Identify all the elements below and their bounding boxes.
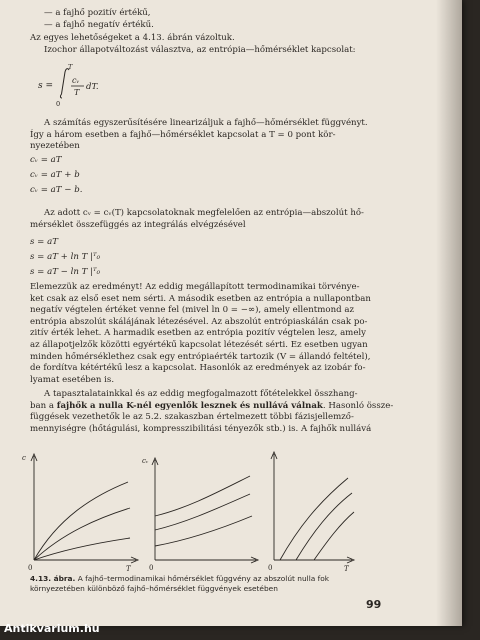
figure-caption: [30, 574, 360, 594]
equation: s = aT: [30, 237, 58, 247]
caption-text: környezetében különböző fajhő–hőmérséklet függvények esetében: [30, 584, 278, 593]
integral-sign: [60, 69, 69, 98]
equation: s = aT − ln T |ᵀ₀: [30, 267, 101, 277]
figure-4-13: [18, 448, 358, 573]
text-line: nyezetében: [30, 141, 80, 152]
text-line: lyamat esetében is.: [30, 374, 115, 385]
text-line: Így a három esetben a fajhő—hőmérséklet kapcsolat a T = 0 pont kör-: [30, 129, 336, 140]
top-list: [30, 8, 440, 31]
origin-label: 0: [268, 564, 273, 572]
x-axis-label: T: [344, 565, 349, 573]
paragraph-linearize: [30, 118, 440, 153]
integral-lhs: s =: [38, 81, 54, 91]
text-line: A számítás egyszerűsítésére linearizáljuk a fajhő—hőmérséklet függvényt.: [44, 118, 368, 128]
origin-label: 0: [28, 564, 33, 572]
graph-negative-cv: [268, 452, 354, 573]
text-line: entrópia abszolút skálájának létezésével. Az abszolút entrópiaskálán csak po-: [30, 316, 368, 327]
graph-positive-cv: [22, 454, 138, 573]
y-axis-label: c: [22, 454, 26, 462]
text-fragment: . Hasonló össze-: [322, 400, 394, 411]
paragraph-conclusion: [30, 389, 440, 435]
curve: [155, 476, 250, 516]
bold-statement: fajhők a nulla K-nél egyenlők lesznek és nullává válnak: [56, 400, 323, 411]
text-line: mérséklet összefüggés az integrálás elvégzésével: [30, 219, 246, 230]
curve: [34, 538, 130, 560]
integral-equation: [38, 60, 158, 108]
text-line: negatív végtelen értéket venne fel (mivel ln 0 = −∞), amely ellentmond az: [30, 305, 354, 316]
equations-s: [30, 235, 440, 280]
intro-paragraph: [30, 33, 440, 56]
x-axis-label: T: [126, 565, 131, 573]
text-line: de fordítva kétértékű lesz a kapcsolat. Hasonlók az eredmények az izobár fo-: [30, 363, 366, 374]
text-line: függések vezethetők le az 5.2. szakaszban értelmezett többi fázisjellemző-: [30, 412, 354, 423]
watermark-logo: Antikvarium.hu: [4, 622, 100, 635]
curve: [314, 512, 354, 560]
text-line: az állapotjelzők közötti egyértékű kapcsolat létezését sérti. Ez esetben ugyan: [30, 339, 368, 350]
caption-text: A fajhő–termodinamikai hőmérséklet függvény az abszolút nulla fok: [75, 574, 330, 583]
curve: [280, 478, 348, 560]
graph-shifted-cv: [142, 457, 258, 572]
list-line: — a fajhő pozitív értékű,: [44, 8, 151, 18]
text-line: Az egyes lehetőségeket a 4.13. ábrán vázoltuk.: [30, 33, 235, 43]
page-number: 99: [366, 598, 382, 611]
text-line: Izochor állapotváltozást választva, az entrópia—hőmérséklet kapcsolat:: [44, 44, 356, 55]
text-line: ket csak az első eset nem sérti. A második esetben az entrópia a nullapontban: [30, 293, 371, 304]
equation: cᵥ = aT − b.: [30, 185, 83, 195]
text-line: Elemezzük az eredményt! Az eddig megállapított termodinamikai törvénye-: [30, 282, 360, 292]
origin-label: 0: [149, 564, 154, 572]
integral-numerator: cᵥ: [72, 76, 80, 85]
list-line: — a fajhő negatív értékű.: [44, 19, 154, 30]
integral-upper: T: [68, 63, 73, 71]
text-line: Az adott cᵥ = cᵥ(T) kapcsolatoknak megfelelően az entrópia—abszolút hő-: [44, 208, 364, 218]
curve: [296, 493, 352, 560]
integral-denominator: T: [74, 88, 80, 97]
equation: cᵥ = aT: [30, 155, 62, 165]
text-line: A tapasztalatainkkal és az eddig megfogalmazott főtételekkel összhang-: [44, 389, 358, 399]
integral-dT: dT.: [86, 82, 99, 92]
integral-lower: 0: [56, 100, 61, 108]
caption-label: 4.13. ábra.: [30, 574, 76, 583]
text-line: [30, 401, 440, 413]
paragraph-analysis: [30, 282, 440, 386]
text-line: mennyiségre (hőtágulási, kompresszibilitási tényezők stb.) is. A fajhők nullává: [30, 423, 372, 434]
curve: [34, 508, 130, 560]
curve: [155, 516, 252, 546]
equation: s = aT + ln T |ᵀ₀: [30, 252, 101, 262]
text-fragment: ban a: [30, 400, 57, 411]
equations-cv: [30, 153, 440, 198]
paragraph-entropy: [30, 208, 440, 231]
y-axis-label: cᵥ: [142, 457, 149, 465]
text-line: minden hőmérséklethez csak egy entrópiaérték tartozik (V = állandó feltétel),: [30, 351, 371, 362]
equation: cᵥ = aT + b: [30, 170, 80, 180]
text-line: zitív érték lehet. A harmadik esetben az entrópia pozitív végtelen lesz, amely: [30, 328, 367, 339]
